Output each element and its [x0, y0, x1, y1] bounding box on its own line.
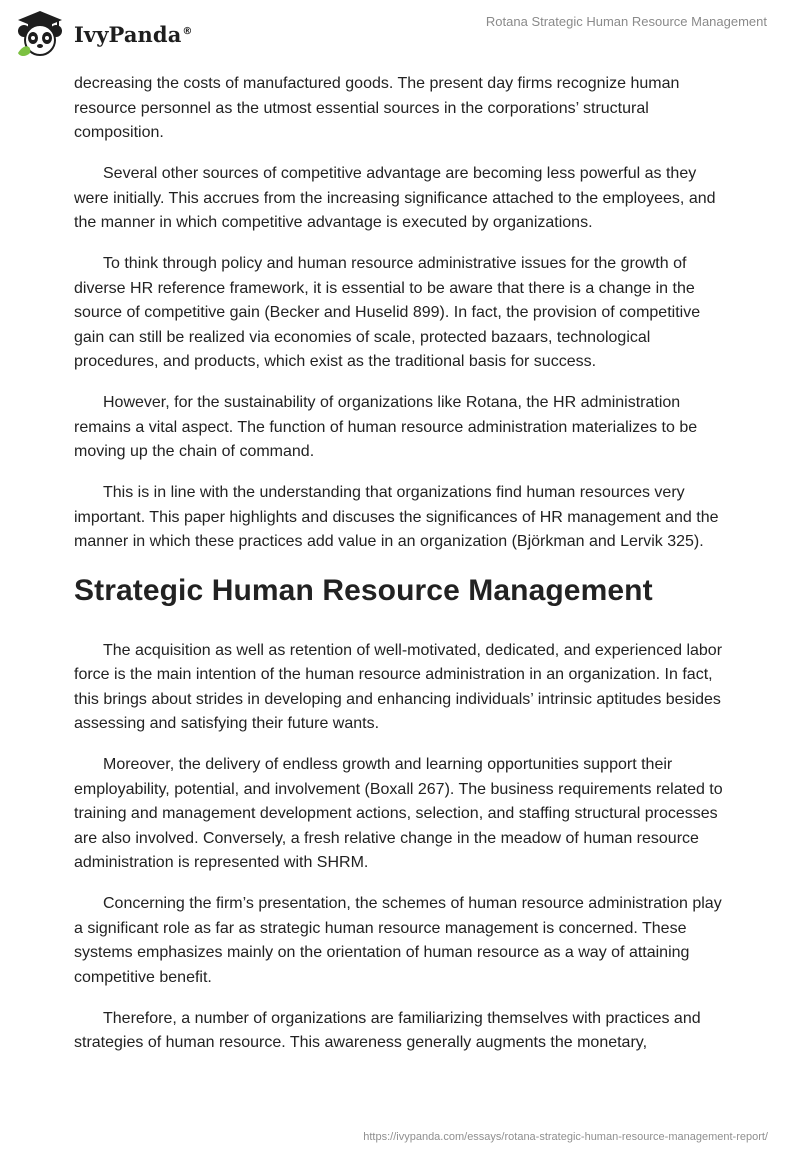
registered-mark: ® [182, 25, 193, 37]
source-url-link[interactable]: https://ivypanda.com/essays/rotana-strategic-human-resource-management-report/ [363, 1131, 768, 1143]
paragraph: decreasing the costs of manufactured goods. The present day firms recognize human resource personnel as the utmost essential sources in the corporations’ structural composition. [74, 75, 680, 141]
logo-name: IvyPanda [74, 21, 182, 47]
paragraph: Concerning the firm’s presentation, the schemes of human resource administration play a significant role as far as strategic human resource management is concerned. These systems emphasizes mainly on the orientation of human resource as a way of attaining competitive benefit. [74, 895, 722, 986]
paragraph: This is in line with the understanding that organizations find human resources very important. This paper highlights and discuses the significances of HR management and the manner in which these practices add value in an organization (Björkman and Lervik 325). [74, 484, 719, 550]
paragraph: The acquisition as well as retention of well-motivated, dedicated, and experienced labor force is the main intention of the human resource administration in an organization. In fact, this brings about strides in developing and enhancing individuals’ intrinsic aptitudes besides assessing and satisfying their future wants. [74, 641, 723, 732]
paragraph: Several other sources of competitive advantage are becoming less powerful as they were initially. This accrues from the increasing significance attached to the employees, and the manner in which competitive advantage is executed by organizations. [74, 165, 716, 231]
paragraph: However, for the sustainability of organizations like Rotana, the HR administration remains a vital aspect. The function of human resource administration materializes to be moving up the chain of command. [74, 394, 698, 460]
paragraph: To think through policy and human resource administrative issues for the growth of diverse HR reference framework, it is essential to be aware that there is a change in the source of competitive gain (Becker and Huselid 899). In fact, the provision of competitive gain can still be realized via economies of scale, protected bazaars, technological procedures, and products, which exist as the traditional basis for success. [74, 255, 701, 370]
page-header [0, 0, 800, 68]
essay-content [74, 72, 726, 1072]
ivypanda-logo[interactable] [14, 8, 214, 60]
panda-graduate-icon [14, 9, 66, 59]
running-title: Rotana Strategic Human Resource Management [485, 14, 767, 29]
paragraph: Therefore, a number of organizations are familiarizing themselves with practices and strategies of human resource. This awareness generally augments the monetary, [74, 1009, 701, 1051]
paragraph: Moreover, the delivery of endless growth and learning opportunities support their employability, potential, and involvement (Boxall 267). The business requirements related to training and management development actions, selection, and staffing structural processes are also involved. Conversely, a fresh relative change in the meadow of human resource administration is represented with SHRM. [74, 756, 723, 871]
logo-wordmark [74, 22, 193, 47]
section-heading: Strategic Human Resource Management [74, 573, 653, 607]
